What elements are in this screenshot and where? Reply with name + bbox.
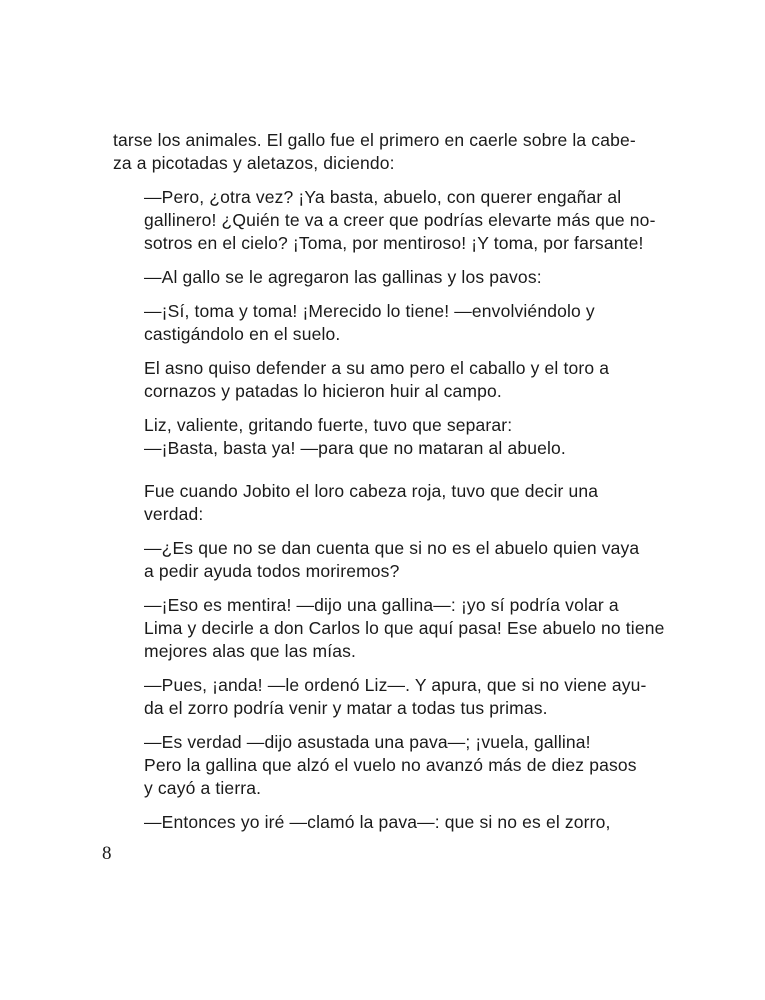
paragraph bbox=[113, 537, 688, 583]
paragraph bbox=[113, 266, 688, 289]
text-line: —Es verdad —dijo asustada una pava—; ¡vuela, gallina! bbox=[144, 732, 591, 752]
paragraph bbox=[113, 811, 688, 834]
text-line: Liz, valiente, gritando fuerte, tuvo que separar: bbox=[144, 415, 513, 435]
text-line: sotros en el cielo? ¡Toma, por mentiroso! ¡Y toma, por farsante! bbox=[144, 233, 644, 253]
text-line: —Pero, ¿otra vez? ¡Ya basta, abuelo, con querer engañar al bbox=[144, 187, 622, 207]
text-line: gallinero! ¿Quién te va a creer que podrías elevarte más que no- bbox=[144, 210, 656, 230]
paragraph bbox=[113, 129, 688, 175]
paragraph bbox=[113, 754, 688, 800]
paragraph bbox=[113, 674, 688, 720]
text-line: verdad: bbox=[144, 504, 204, 524]
paragraph bbox=[113, 186, 688, 255]
page-text bbox=[113, 129, 688, 834]
text-line: mejores alas que las mías. bbox=[144, 641, 357, 661]
text-line: Fue cuando Jobito el loro cabeza roja, tuvo que decir una bbox=[144, 481, 599, 501]
text-line: castigándolo en el suelo. bbox=[144, 324, 341, 344]
paragraph bbox=[113, 480, 688, 526]
text-line: —¡Basta, basta ya! —para que no mataran al abuelo. bbox=[144, 438, 566, 458]
text-line: Lima y decirle a don Carlos lo que aquí pasa! Ese abuelo no tiene bbox=[144, 618, 665, 638]
text-line: —¿Es que no se dan cuenta que si no es el abuelo quien vaya bbox=[144, 538, 640, 558]
text-line: El asno quiso defender a su amo pero el caballo y el toro a bbox=[144, 358, 610, 378]
text-line: y cayó a tierra. bbox=[144, 778, 262, 798]
paragraph bbox=[113, 594, 688, 663]
text-line: cornazos y patadas lo hicieron huir al campo. bbox=[144, 381, 502, 401]
text-line: tarse los animales. El gallo fue el primero en caerle sobre la cabe- bbox=[113, 130, 636, 150]
text-line: da el zorro podría venir y matar a todas tus primas. bbox=[144, 698, 548, 718]
text-line: —Al gallo se le agregaron las gallinas y los pavos: bbox=[144, 267, 542, 287]
paragraph bbox=[113, 437, 688, 460]
text-line: za a picotadas y aletazos, diciendo: bbox=[113, 153, 395, 173]
paragraph bbox=[113, 414, 688, 437]
text-line: —Pues, ¡anda! —le ordenó Liz—. Y apura, que si no viene ayu- bbox=[144, 675, 647, 695]
page-number: 8 bbox=[102, 843, 112, 864]
text-line: a pedir ayuda todos moriremos? bbox=[144, 561, 400, 581]
text-line: —¡Sí, toma y toma! ¡Merecido lo tiene! —envolviéndolo y bbox=[144, 301, 595, 321]
paragraph bbox=[113, 357, 688, 403]
text-line: Pero la gallina que alzó el vuelo no avanzó más de diez pasos bbox=[144, 755, 637, 775]
paragraph bbox=[113, 731, 688, 754]
paragraph bbox=[113, 300, 688, 346]
text-line: —Entonces yo iré —clamó la pava—: que si no es el zorro, bbox=[144, 812, 611, 832]
text-line: —¡Eso es mentira! —dijo una gallina—: ¡yo sí podría volar a bbox=[144, 595, 619, 615]
